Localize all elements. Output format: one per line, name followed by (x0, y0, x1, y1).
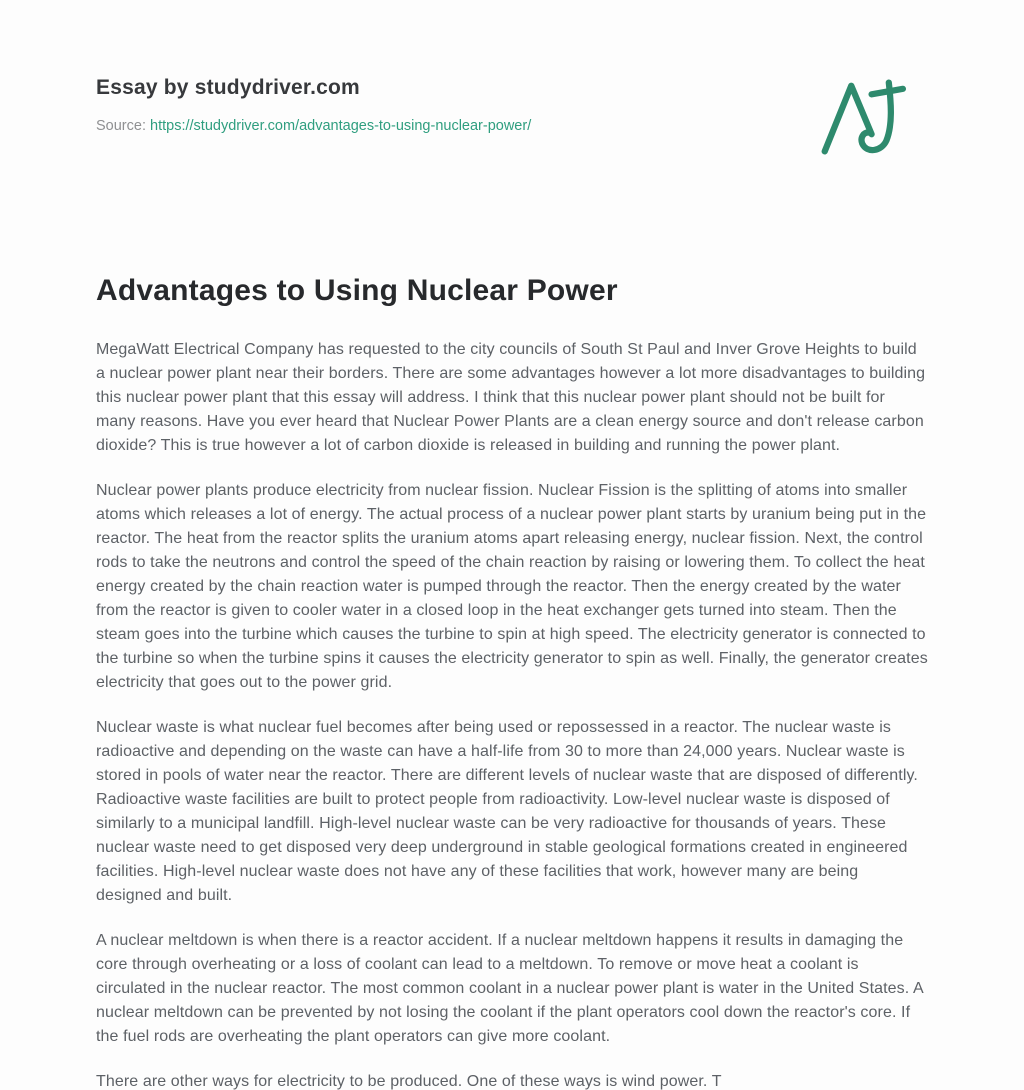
source-label: Source: (96, 118, 146, 134)
essay-paragraph-1: MegaWatt Electrical Company has requested to the city councils of South St Paul and Inver Grove Heights to build a nuclear power plant near their borders. There are some advantages however a lot more disadvantages to building this nuclear power plant that this essay will address. I think that this nuclear power plant should not be built for many reasons. Have you ever heard that Nuclear Power Plants are a clean energy source and don't release carbon dioxide? This is true however a lot of carbon dioxide is released in building and running the power plant. (96, 341, 926, 454)
essay-body (96, 338, 928, 1090)
essay-paragraph-5: There are other ways for electricity to be produced. One of these ways is wind power. T (96, 1073, 722, 1090)
source-url-link[interactable]: https://studydriver.com/advantages-to-using-nuclear-power/ (150, 118, 532, 134)
page-header (96, 76, 928, 162)
essay-paragraph-2: Nuclear power plants produce electricity from nuclear fission. Nuclear Fission is the splitting of atoms into smaller atoms which releases a lot of energy. The actual process of a nuclear power plant starts by uranium being put in the reactor. The heat from the reactor splits the uranium atoms apart releasing energy, nuclear fission. Next, the control rods to take the neutrons and control the speed of the chain reaction by raising or lowering them. To collect the heat energy created by the chain reaction water is pumped through the reactor. Then the energy created by the water from the reactor is given to cooler water in a closed loop in the heat exchanger gets turned into steam. Then the steam goes into the turbine which causes the turbine to spin at high speed. The electricity generator is connected to the turbine so when the turbine spins it causes the electricity generator to spin as well. Finally, the generator creates electricity that goes out to the power grid. (96, 482, 928, 691)
source-line (96, 118, 531, 134)
studydriver-logo-icon (820, 72, 906, 162)
essay-title: Advantages to Using Nuclear Power (96, 274, 618, 307)
essay-paragraph-4: A nuclear meltdown is when there is a reactor accident. If a nuclear meltdown happens it results in damaging the core through overheating or a loss of coolant can lead to a meltdown. To remove or move heat a coolant is circulated in the nuclear reactor. The most common coolant in a nuclear power plant is water in the United States. A nuclear meltdown can be prevented by not losing the coolant if the plant operators cool down the reactor's core. If the fuel rods are overheating the plant operators can give more coolant. (96, 932, 923, 1045)
header-text-block (96, 76, 531, 134)
essay-paragraph-3: Nuclear waste is what nuclear fuel becomes after being used or repossessed in a reactor. The nuclear waste is radioactive and depending on the waste can have a half-life from 30 to more than 24,000 years. Nuclear waste is stored in pools of water near the reactor. There are different levels of nuclear waste that are disposed of differently. Radioactive waste facilities are built to protect people from radioactivity. Low-level nuclear waste is disposed of similarly to a municipal landfill. High-level nuclear waste can be very radioactive for thousands of years. These nuclear waste need to get disposed very deep underground in stable geological formations created in engineered facilities. High-level nuclear waste does not have any of these facilities that work, however many are being designed and built. (96, 719, 918, 904)
byline: Essay by studydriver.com (96, 76, 360, 99)
